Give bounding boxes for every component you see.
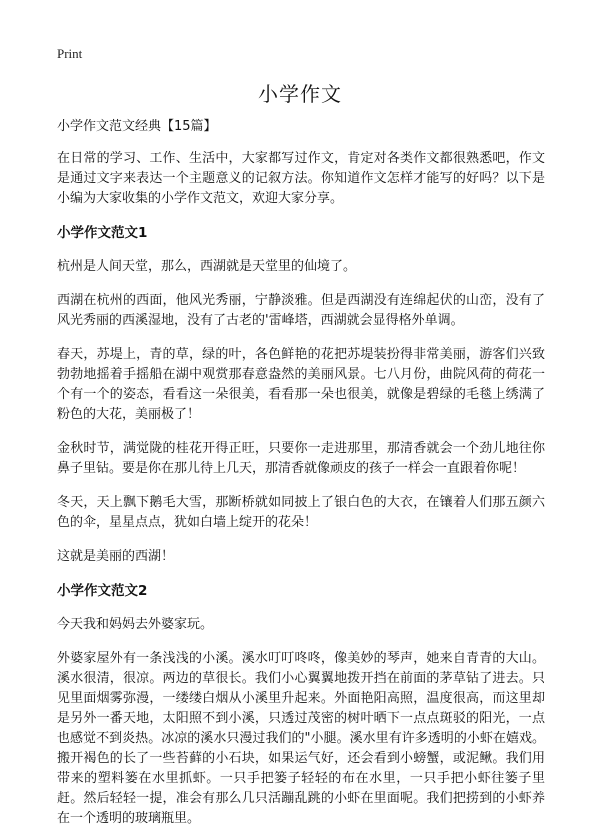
essay-paragraph: 春天，苏堤上，青的草，绿的叶，各色鲜艳的花把苏堤装扮得非常美丽，游客们兴致勃勃地摇着手摇船在湖中观赏那春意盎然的美丽风景。七八月份，曲院风荷的荷花一个有一个的姿态，看看这一朵很美，看看那一朵也很美，就像是碧绿的毛毯上绣满了粉色的大花，美丽极了！ [57,347,545,422]
essay-heading: 小学作文范文2 [57,583,148,599]
essay-paragraph: 西湖在杭州的西面，他风光秀丽，宁静淡雅。但是西湖没有连绵起伏的山峦，没有了风光秀丽的西溪湿地，没有了古老的'雷峰塔，西湖就会显得格外单调。 [57,293,545,328]
essay-paragraph: 冬天，天上飘下鹅毛大雪，那断桥就如同披上了银白色的大衣，在镶着人们那五颜六色的伞，星星点点，犹如白墙上绽开的花朵！ [57,495,545,530]
article-subtitle: 小学作文范文经典【15篇】 [57,119,217,134]
essay-paragraph: 杭州是人间天堂，那么，西湖就是天堂里的仙境了。 [57,259,357,274]
intro-paragraph: 在日常的学习、工作、生活中，大家都写过作文，肯定对各类作文都很熟悉吧，作文是通过文字来表达一个主题意义的记叙方法。你知道作文怎样才能写的好吗？以下是小编为大家收集的小学作文范文，欢迎大家分享。 [57,151,545,206]
essay-paragraph: 今天我和妈妈去外婆家玩。 [57,617,214,632]
article-body [57,117,545,829]
page-title: 小学作文 [258,82,342,106]
essay-heading: 小学作文范文1 [57,225,148,241]
essay-paragraph: 金秋时节，满觉陇的桂花开得正旺，只要你一走进那里，那清香就会一个劲儿地往你鼻子里钻。要是你在那儿待上几天，那清香就像顽皮的孩子一样会一直跟着你呢！ [57,441,545,476]
essay-paragraph: 外婆家屋外有一条浅浅的小溪。溪水叮叮咚咚，像美妙的琴声，她来自青青的大山。溪水很清，很凉。两边的草很长。我们小心翼翼地拨开挡在前面的茅草钻了进去。只见里面烟雾弥漫，一缕缕白烟从小溪里升起来。外面艳阳高照，温度很高，而这里却是另外一番天地，太阳照不到小溪，只透过茂密的树叶晒下一点点斑驳的阳光，一点也感觉不到炎热。冰凉的溪水只漫过我们的"小腿。溪水里有许多透明的小虾在嬉戏。搬开褐色的长了一些苔藓的小石块，如果运气好，还会看到小螃蟹，或泥鳅。我们用带来的塑料篓在水里抓虾。一只手把篓子轻轻的布在水里，一只手把小虾往篓子里赶。然后轻轻一提，准会有那么几只活蹦乱跳的小虾在里面呢。我们把捞到的小虾养在一个透明的玻璃瓶里。 [57,651,545,826]
print-link[interactable]: Print [57,46,83,61]
essay-paragraph: 这就是美丽的西湖！ [57,549,175,564]
